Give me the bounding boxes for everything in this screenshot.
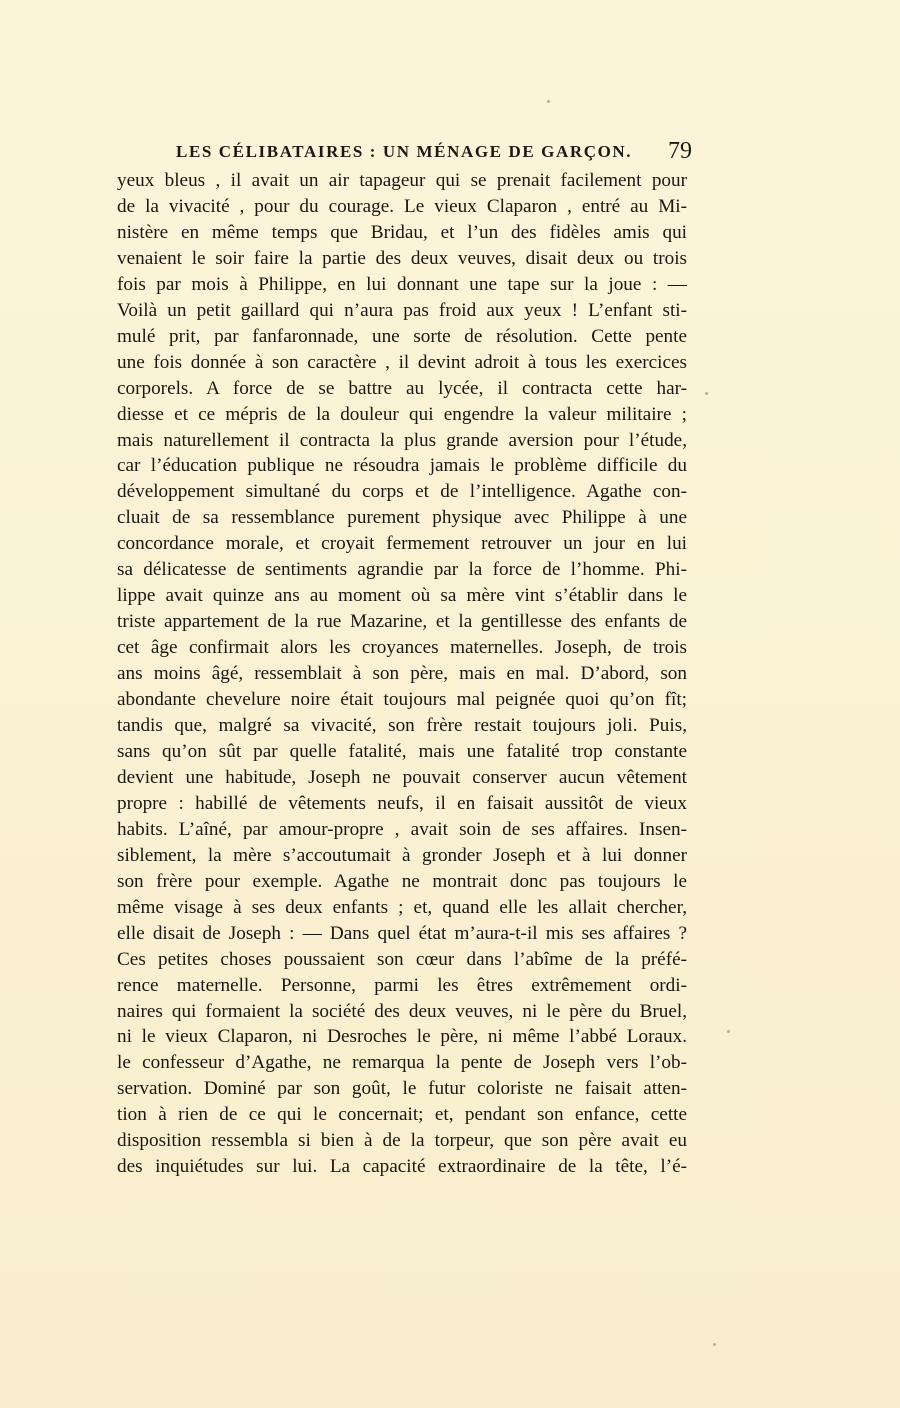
text-line: lippe avait quinze ans au moment où sa mère vint s’établir dans le — [117, 585, 687, 607]
text-line: servation. Dominé par son goût, le futur coloriste ne faisait atten- — [117, 1078, 687, 1100]
text-line: ni le vieux Claparon, ni Desroches le père, ni même l’abbé Loraux. — [117, 1026, 687, 1048]
text-line: sans qu’on sût par quelle fatalité, mais une fatalité trop constante — [117, 740, 687, 762]
text-line: propre : habillé de vêtements neufs, il en faisait aussitôt de vieux — [117, 792, 687, 814]
text-line: diesse et ce mépris de la douleur qui engendre la valeur militaire ; — [117, 403, 687, 425]
text-line: Voilà un petit gaillard qui n’aura pas froid aux yeux ! L’enfant sti- — [117, 299, 687, 321]
text-line: cet âge confirmait alors les croyances maternelles. Joseph, de trois — [117, 637, 687, 659]
text-line: le confesseur d’Agathe, ne remarqua la pente de Joseph vers l’ob- — [117, 1052, 687, 1074]
page-header — [176, 138, 692, 168]
paper-speck — [705, 392, 708, 395]
text-line: fois par mois à Philippe, en lui donnant une tape sur la joue : — — [117, 273, 687, 295]
text-line: développement simultané du corps et de l’intelligence. Agathe con- — [117, 481, 687, 503]
text-line: concordance morale, et croyait fermement retrouver un jour en lui — [117, 533, 687, 555]
text-line: elle disait de Joseph : — Dans quel état m’aura-t-il mis ses affaires ? — [117, 922, 687, 944]
paper-speck — [727, 1030, 730, 1033]
text-line: tion à rien de ce qui le concernait; et, pendant son enfance, cette — [117, 1104, 687, 1126]
text-line: habits. L’aîné, par amour-propre , avait soin de ses affaires. Insen- — [117, 818, 687, 840]
text-line: abondante chevelure noire était toujours mal peignée quoi qu’on fît; — [117, 689, 687, 711]
text-line: siblement, la mère s’accoutumait à gronder Joseph et à lui donner — [117, 844, 687, 866]
text-line: même visage à ses deux enfants ; et, quand elle les allait chercher, — [117, 896, 687, 918]
text-line: Ces petites choses poussaient son cœur dans l’abîme de la préfé- — [117, 948, 687, 970]
text-line: disposition ressembla si bien à de la torpeur, que son père avait eu — [117, 1130, 687, 1152]
text-line: mulé prit, par fanfaronnade, une sorte de résolution. Cette pente — [117, 325, 687, 347]
running-title: LES CÉLIBATAIRES : UN MÉNAGE DE GARÇON. — [176, 142, 633, 161]
text-line: sa délicatesse de sentiments agrandie par la force de l’homme. Phi- — [117, 559, 687, 581]
text-line: venaient le soir faire la partie des deux veuves, disait deux ou trois — [117, 247, 687, 269]
text-line: une fois donnée à son caractère , il devint adroit à tous les exercices — [117, 351, 687, 373]
text-line: tandis que, malgré sa vivacité, son frère restait toujours joli. Puis, — [117, 715, 687, 737]
body-text — [117, 168, 687, 1180]
text-line: ans moins âgé, ressemblait à son père, mais en mal. D’abord, son — [117, 663, 687, 685]
text-line: des inquiétudes sur lui. La capacité extraordinaire de la tête, l’é- — [117, 1156, 687, 1178]
paper-speck — [713, 1343, 716, 1346]
text-line: triste appartement de la rue Mazarine, et la gentillesse des enfants de — [117, 611, 687, 633]
text-line: nistère en même temps que Bridau, et l’un des fidèles amis qui — [117, 221, 687, 243]
text-line: naires qui formaient la société des deux veuves, ni le père du Bruel, — [117, 1000, 687, 1022]
text-line: car l’éducation publique ne résoudra jamais le problème difficile du — [117, 455, 687, 477]
text-line: cluait de sa ressemblance purement physique avec Philippe à une — [117, 507, 687, 529]
text-line: devient une habitude, Joseph ne pouvait conserver aucun vêtement — [117, 766, 687, 788]
paper-speck — [547, 100, 550, 103]
text-line: yeux bleus , il avait un air tapageur qui se prenait facilement pour — [117, 170, 687, 191]
text-line: mais naturellement il contracta la plus grande aversion pour l’étude, — [117, 429, 687, 451]
text-line: de la vivacité , pour du courage. Le vieux Claparon , entré au Mi- — [117, 195, 687, 217]
text-line: corporels. A force de se battre au lycée, il contracta cette har- — [117, 377, 687, 399]
text-line: son frère pour exemple. Agathe ne montrait donc pas toujours le — [117, 870, 687, 892]
page-number: 79 — [668, 138, 692, 164]
text-line: rence maternelle. Personne, parmi les êtres extrêmement ordi- — [117, 974, 687, 996]
